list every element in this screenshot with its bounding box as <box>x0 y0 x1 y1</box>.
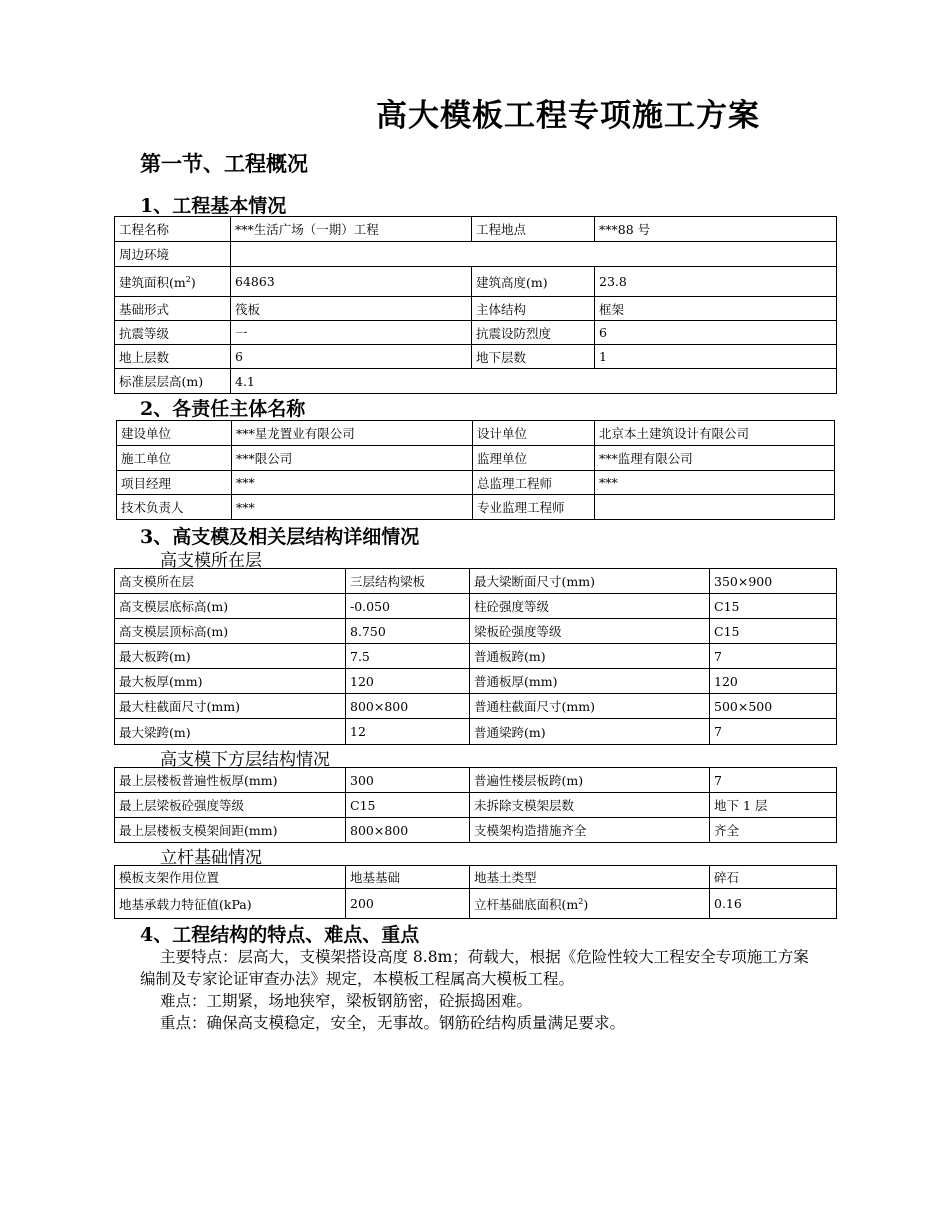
table-row <box>115 889 837 919</box>
cell-value: 120 <box>710 669 837 694</box>
cell-value: 800×800 <box>346 818 470 843</box>
table-row <box>115 297 837 321</box>
cell-label: 周边环境 <box>115 242 231 267</box>
features-text <box>140 946 812 1034</box>
paren: ) <box>583 896 589 912</box>
cell-value: ***监理有限公司 <box>595 446 835 471</box>
cell-value: 齐全 <box>710 818 837 843</box>
cell-label: 最上层楼板支模架间距(mm) <box>115 818 346 843</box>
cell-label: 项目经理 <box>117 471 232 495</box>
cell-label: 主体结构 <box>472 297 595 321</box>
cell-value <box>231 242 837 267</box>
cell-label: 地上层数 <box>115 345 231 369</box>
cell-label: 抗震设防烈度 <box>472 321 595 345</box>
cell-label: 普通柱截面尺寸(mm) <box>470 694 710 719</box>
cell-label: 最大板厚(mm) <box>115 669 346 694</box>
cell-value: 框架 <box>595 297 837 321</box>
cell-label: 地基土类型 <box>470 866 710 889</box>
table-row <box>115 768 837 793</box>
cell-label: 高支模层底标高(m) <box>115 594 346 619</box>
cell-label: 最大柱截面尺寸(mm) <box>115 694 346 719</box>
table-row <box>115 242 837 267</box>
superscript: 2 <box>578 896 584 906</box>
table-row <box>115 217 837 242</box>
cell-value: 筏板 <box>231 297 472 321</box>
subheading-lower-floor: 高支模下方层结构情况 <box>160 750 330 770</box>
area-label: 建筑面积(m <box>119 274 186 290</box>
cell-label: 抗震等级 <box>115 321 231 345</box>
table-row <box>115 569 837 594</box>
cell-value: *** <box>232 471 473 495</box>
cell-label: 普通板厚(mm) <box>470 669 710 694</box>
cell-value: ***限公司 <box>232 446 473 471</box>
subheading-formwork-floor: 高支模所在层 <box>160 551 262 571</box>
table-row <box>115 694 837 719</box>
cell-value: *** <box>595 471 835 495</box>
cell-value: 23.8 <box>595 267 837 297</box>
cell-value: 一 <box>231 321 472 345</box>
cell-label: 最上层楼板普遍性板厚(mm) <box>115 768 346 793</box>
cell-label: 普通梁跨(m) <box>470 719 710 745</box>
table-row <box>115 321 837 345</box>
cell-value: 800×800 <box>346 694 470 719</box>
table-row <box>115 669 837 694</box>
cell-value: 4.1 <box>231 369 837 394</box>
heading-parties: 2、各责任主体名称 <box>140 398 306 420</box>
cell-label-area <box>470 889 710 919</box>
cell-value: 64863 <box>231 267 472 297</box>
cell-label: 建筑高度(m) <box>472 267 595 297</box>
cell-value: 7 <box>710 644 837 669</box>
cell-label: 地下层数 <box>472 345 595 369</box>
paragraph-key-points: 重点：确保高支模稳定，安全，无事故。钢筋砼结构质量满足要求。 <box>160 1014 626 1032</box>
paragraph-features: 主要特点：层高大，支模架搭设高度 8.8m；荷载大，根据《危险性较大工程安全专项施工方案编制及专家论证审查办法》规定，本模板工程属高大模板工程。 <box>140 948 809 988</box>
cell-label: 专业监理工程师 <box>473 495 595 520</box>
basic-info-table <box>114 216 837 394</box>
cell-label: 施工单位 <box>117 446 232 471</box>
table-row <box>115 369 837 394</box>
cell-value: 350×900 <box>710 569 837 594</box>
table-row <box>117 495 835 520</box>
cell-label: 高支模层顶标高(m) <box>115 619 346 644</box>
table-row <box>115 594 837 619</box>
cell-value: 三层结构梁板 <box>346 569 470 594</box>
paren: ) <box>190 274 196 290</box>
cell-value: -0.050 <box>346 594 470 619</box>
paragraph-difficulties: 难点：工期紧，场地狭窄，梁板钢筋密，砼振捣困难。 <box>160 992 533 1010</box>
cell-value: 12 <box>346 719 470 745</box>
cell-label-area <box>115 267 231 297</box>
cell-label: 工程名称 <box>115 217 231 242</box>
cell-label: 基础形式 <box>115 297 231 321</box>
cell-value: 碎石 <box>710 866 837 889</box>
table-row <box>115 793 837 818</box>
cell-value: 8.750 <box>346 619 470 644</box>
heading-features: 4、工程结构的特点、难点、重点 <box>140 924 420 946</box>
superscript: 2 <box>185 274 191 284</box>
cell-value: 地基基础 <box>346 866 470 889</box>
table-row <box>115 866 837 889</box>
cell-label: 监理单位 <box>473 446 595 471</box>
cell-label: 总监理工程师 <box>473 471 595 495</box>
cell-value: 120 <box>346 669 470 694</box>
table-row <box>117 446 835 471</box>
document-title: 高大模板工程专项施工方案 <box>376 98 760 134</box>
table-row <box>115 719 837 745</box>
cell-value <box>595 495 835 520</box>
cell-value: *** <box>232 495 473 520</box>
cell-label: 最大梁断面尺寸(mm) <box>470 569 710 594</box>
cell-value: 7 <box>710 719 837 745</box>
cell-value: 0.16 <box>710 889 837 919</box>
cell-value: 7.5 <box>346 644 470 669</box>
area-label: 立杆基础底面积(m <box>474 896 579 912</box>
table-row <box>115 267 837 297</box>
cell-value: 200 <box>346 889 470 919</box>
pole-foundation-table <box>114 865 837 919</box>
table-row <box>115 644 837 669</box>
cell-value: C15 <box>346 793 470 818</box>
subheading-pole-foundation: 立杆基础情况 <box>160 848 262 868</box>
cell-label: 最大梁跨(m) <box>115 719 346 745</box>
table-row <box>115 818 837 843</box>
cell-label: 未拆除支模架层数 <box>470 793 710 818</box>
cell-label: 地基承载力特征值(kPa) <box>115 889 346 919</box>
cell-value: ***星龙置业有限公司 <box>232 421 473 446</box>
cell-label: 最上层梁板砼强度等级 <box>115 793 346 818</box>
cell-label: 支模架构造措施齐全 <box>470 818 710 843</box>
section-title: 第一节、工程概况 <box>140 151 308 176</box>
cell-label: 标准层层高(m) <box>115 369 231 394</box>
parties-table <box>116 420 835 520</box>
cell-value: ***88 号 <box>595 217 837 242</box>
formwork-floor-table <box>114 568 837 745</box>
cell-value: C15 <box>710 619 837 644</box>
cell-value: 500×500 <box>710 694 837 719</box>
cell-label: 高支模所在层 <box>115 569 346 594</box>
cell-label: 工程地点 <box>472 217 595 242</box>
table-row <box>117 471 835 495</box>
cell-value: 300 <box>346 768 470 793</box>
heading-formwork-detail: 3、高支模及相关层结构详细情况 <box>140 526 420 548</box>
table-row <box>117 421 835 446</box>
table-row <box>115 619 837 644</box>
lower-floor-table <box>114 767 837 843</box>
cell-label: 普遍性楼层板跨(m) <box>470 768 710 793</box>
cell-value: 1 <box>595 345 837 369</box>
cell-value: 6 <box>595 321 837 345</box>
heading-basic-info: 1、工程基本情况 <box>140 195 287 217</box>
cell-label: 建设单位 <box>117 421 232 446</box>
table-row <box>115 345 837 369</box>
cell-label: 柱砼强度等级 <box>470 594 710 619</box>
cell-label: 技术负责人 <box>117 495 232 520</box>
cell-value: 6 <box>231 345 472 369</box>
cell-label: 设计单位 <box>473 421 595 446</box>
cell-value: 地下 1 层 <box>710 793 837 818</box>
cell-label: 普通板跨(m) <box>470 644 710 669</box>
cell-value: ***生活广场（一期）工程 <box>231 217 472 242</box>
cell-value: 7 <box>710 768 837 793</box>
cell-label: 梁板砼强度等级 <box>470 619 710 644</box>
cell-label: 模板支架作用位置 <box>115 866 346 889</box>
cell-value: C15 <box>710 594 837 619</box>
cell-value: 北京本土建筑设计有限公司 <box>595 421 835 446</box>
cell-label: 最大板跨(m) <box>115 644 346 669</box>
